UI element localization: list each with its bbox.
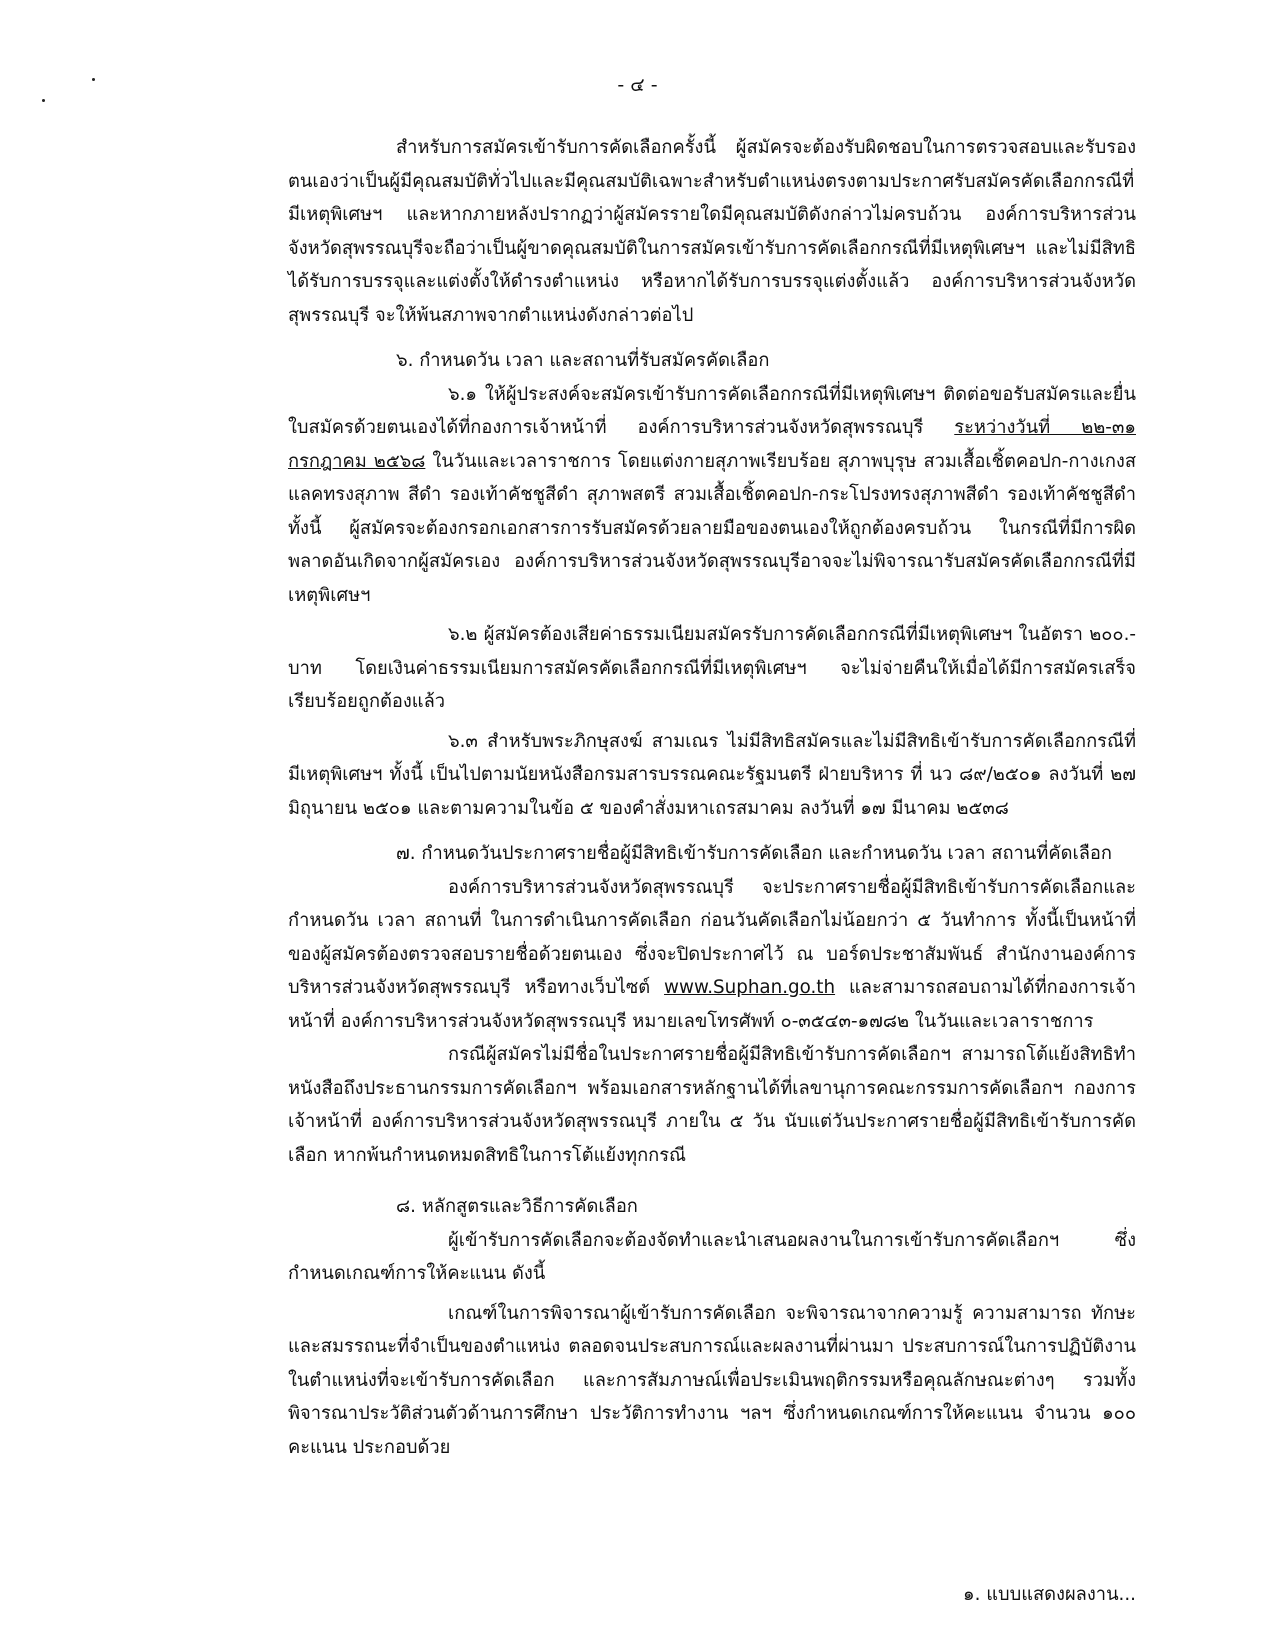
section-7-1-text-cont: และสามารถสอบถามได้ที่กองการเจ้าหน้าที่ องค์การบริหารส่วนจังหวัดสุพรรณบุรี หมายเลขโทรศัพท์ ๐-๓๕๔๓-๑๗๘๒ ในวันและเวลาราชการ bbox=[288, 977, 1137, 1032]
section-7-1-paragraph bbox=[288, 871, 1136, 1039]
section-7-heading: ๗. กำหนดวันประกาศรายชื่อผู้มีสิทธิเข้ารับการคัดเลือก และกำหนดวัน เวลา สถานที่คัดเลือก bbox=[396, 843, 1112, 864]
section-7-1-text: องค์การบริหารส่วนจังหวัดสุพรรณบุรี จะประกาศรายชื่อผู้มีสิทธิเข้ารับการคัดเลือกและกำหนดวัน เวลา สถานที่ ในการดำเนินการคัดเลือก ก่อนวันคัดเลือกไม่น้อยกว่า ๕ วันทำการ ทั้งนี้เป็นหน้าที่ของผู้สมัครต้องตรวจสอบรายชื่อด้วยตนเอง ซึ่งจะปิดประกาศไว้ ณ บอร์ดประชาสัมพันธ์ สำนักงานองค์การบริหารส่วนจังหวัดสุพรรณบุรี หรือทางเว็บไซต์ bbox=[288, 876, 1136, 998]
website-link[interactable]: www.Suphan.go.th bbox=[664, 977, 836, 998]
intro-paragraph: สำหรับการสมัครเข้ารับการคัดเลือกครั้งนี้ ผู้สมัครจะต้องรับผิดชอบในการตรวจสอบและรับรองตนเองว่าเป็นผู้มีคุณสมบัติทั่วไปและมีคุณสมบัติเฉพาะสำหรับตำแหน่งตรงตามประกาศรับสมัครคัดเลือกกรณีที่มีเหตุพิเศษฯ และหากภายหลังปรากฏว่าผู้สมัครรายใดมีคุณสมบัติดังกล่าวไม่ครบถ้วน องค์การบริหารส่วนจังหวัดสุพรรณบุรีจะถือว่าเป็นผู้ขาดคุณสมบัติในการสมัครเข้ารับการคัดเลือกกรณีที่มีเหตุพิเศษฯ และไม่มีสิทธิได้รับการบรรจุและแต่งตั้งให้ดำรงตำแหน่ง หรือหากได้รับการบรรจุแต่งตั้งแล้ว องค์การบริหารส่วนจังหวัดสุพรรณบุรี จะให้พ้นสภาพจากตำแหน่งดังกล่าวต่อไป bbox=[288, 137, 1136, 326]
section-8-heading: ๘. หลักสูตรและวิธีการคัดเลือก bbox=[396, 1196, 638, 1217]
section-6-1-paragraph bbox=[288, 378, 1136, 613]
section-8-2-paragraph: เกณฑ์ในการพิจารณาผู้เข้ารับการคัดเลือก จะพิจารณาจากความรู้ ความสามารถ ทักษะและสมรรถนะที่จำเป็นของตำแหน่ง ตลอดจนประสบการณ์และผลงานที่ผ่านมา ประสบการณ์ในการปฏิบัติงานในตำแหน่งที่จะเข้ารับการคัดเลือก และการสัมภาษณ์เพื่อประเมินพฤติกรรมหรือคุณลักษณะต่างๆ รวมทั้งพิจารณาประวัติส่วนตัวด้านการศึกษา ประวัติการทำงาน ฯลฯ ซึ่งกำหนดเกณฑ์การให้คะแนน จำนวน ๑๐๐ คะแนน ประกอบด้วย bbox=[288, 1302, 1136, 1458]
section-8-1-paragraph: ผู้เข้ารับการคัดเลือกจะต้องจัดทำและนำเสนอผลงานในการเข้ารับการคัดเลือกฯ ซึ่งกำหนดเกณฑ์การให้คะแนน ดังนี้ bbox=[288, 1229, 1136, 1284]
application-period: ระหว่างวันที่ ๒๒-๓๑ กรกฎาคม ๒๕๖๘ bbox=[288, 417, 1136, 472]
section-6-heading: ๖. กำหนดวัน เวลา และสถานที่รับสมัครคัดเลือก bbox=[396, 350, 770, 371]
section-6-3-paragraph: ๖.๓ สำหรับพระภิกษุสงฆ์ สามเณร ไม่มีสิทธิสมัครและไม่มีสิทธิเข้ารับการคัดเลือกกรณีที่มีเหตุพิเศษฯ ทั้งนี้ เป็นไปตามนัยหนังสือกรมสารบรรณคณะรัฐมนตรี ฝ่ายบริหาร ที่ นว ๘๙/๒๕๐๑ ลงวันที่ ๒๗ มิถุนายน ๒๕๐๑ และตามความในข้อ ๕ ของคำสั่งมหาเถรสมาคม ลงวันที่ ๑๗ มีนาคม ๒๕๓๘ bbox=[288, 730, 1136, 819]
continuation-note: ๑. แบบแสดงผลงาน... bbox=[963, 1584, 1136, 1605]
document-body bbox=[288, 131, 1136, 1464]
section-6-1-text-cont: ในวันและเวลาราชการ โดยแต่งกายสุภาพเรียบร้อย สุภาพบุรุษ สวมเสื้อเชิ้ตคอปก-กางเกงสแลคทรงสุภาพ สีดำ รองเท้าคัชชูสีดำ สุภาพสตรี สวมเสื้อเชิ้ตคอปก-กระโปรงทรงสุภาพสีดำ รองเท้าคัชชูสีดำ ทั้งนี้ ผู้สมัครจะต้องกรอกเอกสารการรับสมัครด้วยลายมือของตนเองให้ถูกต้องครบถ้วน ในกรณีที่มีการผิดพลาดอันเกิดจากผู้สมัครเอง องค์การบริหารส่วนจังหวัดสุพรรณบุรีอาจจะไม่พิจารณารับสมัครคัดเลือกกรณีที่มีเหตุพิเศษฯ bbox=[288, 450, 1136, 606]
section-6-1-text: ๖.๑ ให้ผู้ประสงค์จะสมัครเข้ารับการคัดเลือกกรณีที่มีเหตุพิเศษฯ ติดต่อขอรับสมัครและยื่นใบสมัครด้วยตนเองได้ที่กองการเจ้าหน้าที่ องค์การบริหารส่วนจังหวัดสุพรรณบุรี bbox=[288, 383, 1136, 438]
section-6-2-paragraph: ๖.๒ ผู้สมัครต้องเสียค่าธรรมเนียมสมัครรับการคัดเลือกกรณีที่มีเหตุพิเศษฯ ในอัตรา ๒๐๐.- บาท โดยเงินค่าธรรมเนียมการสมัครคัดเลือกกรณีที่มีเหตุพิเศษฯ จะไม่จ่ายคืนให้เมื่อได้มีการสมัครเสร็จเรียบร้อยถูกต้องแล้ว bbox=[288, 624, 1136, 712]
section-7-2-paragraph: กรณีผู้สมัครไม่มีชื่อในประกาศรายชื่อผู้มีสิทธิเข้ารับการคัดเลือกฯ สามารถโต้แย้งสิทธิทำหนังสือถึงประธานกรรมการคัดเลือกฯ พร้อมเอกสารหลักฐานได้ที่เลขานุการคณะกรรมการคัดเลือกฯ กองการเจ้าหน้าที่ องค์การบริหารส่วนจังหวัดสุพรรณบุรี ภายใน ๕ วัน นับแต่วันประกาศรายชื่อผู้มีสิทธิเข้ารับการคัดเลือก หากพ้นกำหนดหมดสิทธิในการโต้แย้งทุกกรณี bbox=[288, 1044, 1136, 1166]
page-number: - ๔ - bbox=[617, 74, 658, 96]
